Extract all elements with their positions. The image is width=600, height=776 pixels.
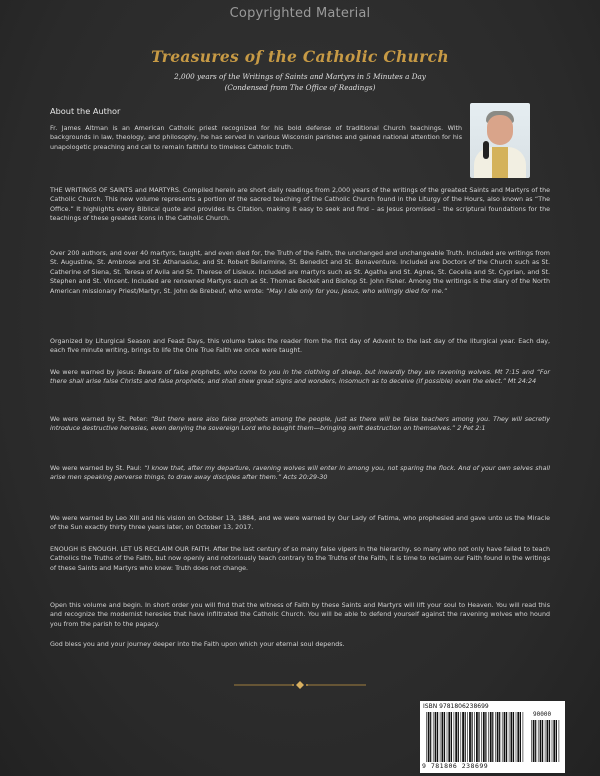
blessing-paragraph: God bless you and your journey deeper into the Faith upon which your eternal soul depends. (50, 641, 345, 648)
microphone-icon (483, 141, 489, 159)
warning-peter: We were warned by St. Peter: “But there were also false prophets among the people, just as there will be false teachers among you. They will secretly introduce destructive heresies, even denying the sovereign Lord who bought them—bringing swift destruction on themselves.” 2 Pet 2:1 (50, 416, 550, 433)
quote-paul: “I know that, after my departure, ravening wolves will enter in among you, not sparing the flock. And of your own selves shall arise men speaking perverse things, to draw away disciples after them.” Acts 20:29-30 (50, 465, 550, 482)
book-title: Treasures of the Catholic Church (151, 47, 449, 66)
warning-fatima: We were warned by Leo XIII and his vision on October 13, 1884, and we were warned by Our Lady of Fatima, who prophesied and gave unto us the Miracle of the Sun exactly thirty three years later, on October 13, 2017. (50, 515, 550, 532)
reclaim-paragraph: ENOUGH IS ENOUGH. LET US RECLAIM OUR FAITH. After the last century of so many false vipers in the hierarchy, so many who not only have failed to teach Catholics the Truths of the Faith, but now openly and notoriously teach contrary to the Truths of the Faith, it is time to reclaim our Faith found in the writings of these Saints and Martyrs who knew: Truth does not change. (50, 546, 550, 572)
about-heading: About the Author (50, 106, 121, 116)
warning-jesus: We were warned by Jesus: Beware of false prophets, who come to you in the clothing of sheep, but inwardly they are ravening wolves. Mt 7:15 and “For there shall arise false Christs and false prophets, and shall shew great signs and wonders, insomuch as to deceive (if possible) even the elect.” Mt 24:24 (50, 369, 550, 386)
isbn-label: ISBN 9781806238699 (423, 703, 489, 710)
open-volume-paragraph: Open this volume and begin. In short order you will find that the witness of Faith by these Saints and Martyrs will lift your soul to Heaven. You will read this and recognize the modernist heresies that have infiltrated the Catholic Church. You will be able to defend yourself against the ravening wolves who hound you from the parish to the papacy. (50, 602, 550, 628)
author-photo (470, 103, 530, 178)
authors-paragraph: Over 200 authors, and over 40 martyrs, taught, and even died for, the Truth of the Faith, the unchanged and unchangeable Truth. Included are writings from St. Augustine, St. Ambrose and St. Athanasius, and St. Robert Bellarmine, St. Benedict and St. Bonaventure. Included are Doctors of the Church such as St. Catherine of Siena, St. Teresa of Avila and St. Therese of Lisieux. Included are martyrs such as St. Agatha and St. Agnes, St. Cecelia and St. Cyprian, and St. Stephen and St. Vincent. Included are renowned Martyrs such as St. Thomas Becket and Bishop St. John Fisher. Among the writings is the diary of the North American missionary Priest/Martyr, St. John de Brebeuf, who wrote: “May I die only for you, Jesus, who willingly died for me.” (50, 250, 550, 295)
barcode-addon-bars-icon (531, 720, 561, 762)
bio-paragraph: Fr. James Altman is an American Catholic priest recognized for his bold defense of traditional Church teachings. With backgrounds in law, theology, and philosophy, he has served in various Wisconsin parishes and gained national attention for his unapologetic preaching and call to remain faithful to timeless Catholic truth. (50, 125, 462, 151)
quote-jesus: Beware of false prophets, who come to you in the clothing of sheep, but inwardly they are ravening wolves. Mt 7:15 and “For there shall arise false Christs and false prophets, and shall shew great signs and wonders, insomuch as to deceive (if possible) even the elect.” Mt 24:24 (50, 369, 550, 386)
ornament-divider-icon (230, 680, 370, 690)
book-subtitle-note: (Condensed from The Office of Readings) (224, 83, 376, 92)
quote-brebeuf: “May I die only for you, Jesus, who willingly died for me.” (265, 287, 448, 295)
author-bio (50, 124, 462, 152)
price-addon-label: 90000 (533, 711, 552, 718)
barcode-digits: 9 781806 238699 (422, 762, 489, 770)
book-subtitle: 2,000 years of the Writings of Saints and Martyrs in 5 Minutes a Day (174, 72, 426, 81)
barcode-bars-icon (426, 712, 524, 762)
watermark: Copyrighted Material (229, 6, 371, 21)
intro-paragraph: THE WRITINGS OF SAINTS and MARTYRS. Compiled herein are short daily readings from 2,000 years of the writings of the greatest Saints and Martyrs of the Catholic Church. This new volume represents a portion of the sacred teaching of the Catholic Church found in the Liturgy of the Hours, also known as “The Office.” It highlights every Biblical quote and provides its Citation, making it easy to seek and find – as Jesus promised – the scriptural foundations for the teachings of these greatest icons in the Catholic Church. (50, 187, 550, 223)
liturgical-paragraph: Organized by Liturgical Season and Feast Days, this volume takes the reader from the first day of Advent to the last day of the liturgical year. Each day, each five minute writing, brings to life the One True Faith we once were taught. (50, 338, 550, 355)
warning-paul: We were warned by St. Paul: “I know that, after my departure, ravening wolves will enter in among you, not sparing the flock. And of your own selves shall arise men speaking perverse things, to draw away disciples after them.” Acts 20:29-30 (50, 465, 550, 482)
quote-peter: “But there were also false prophets among the people, just as there will be false teachers among you. They will secretly introduce destructive heresies, even denying the sovereign Lord who bought them—bringing swift destruction on themselves.” 2 Pet 2:1 (50, 416, 550, 433)
